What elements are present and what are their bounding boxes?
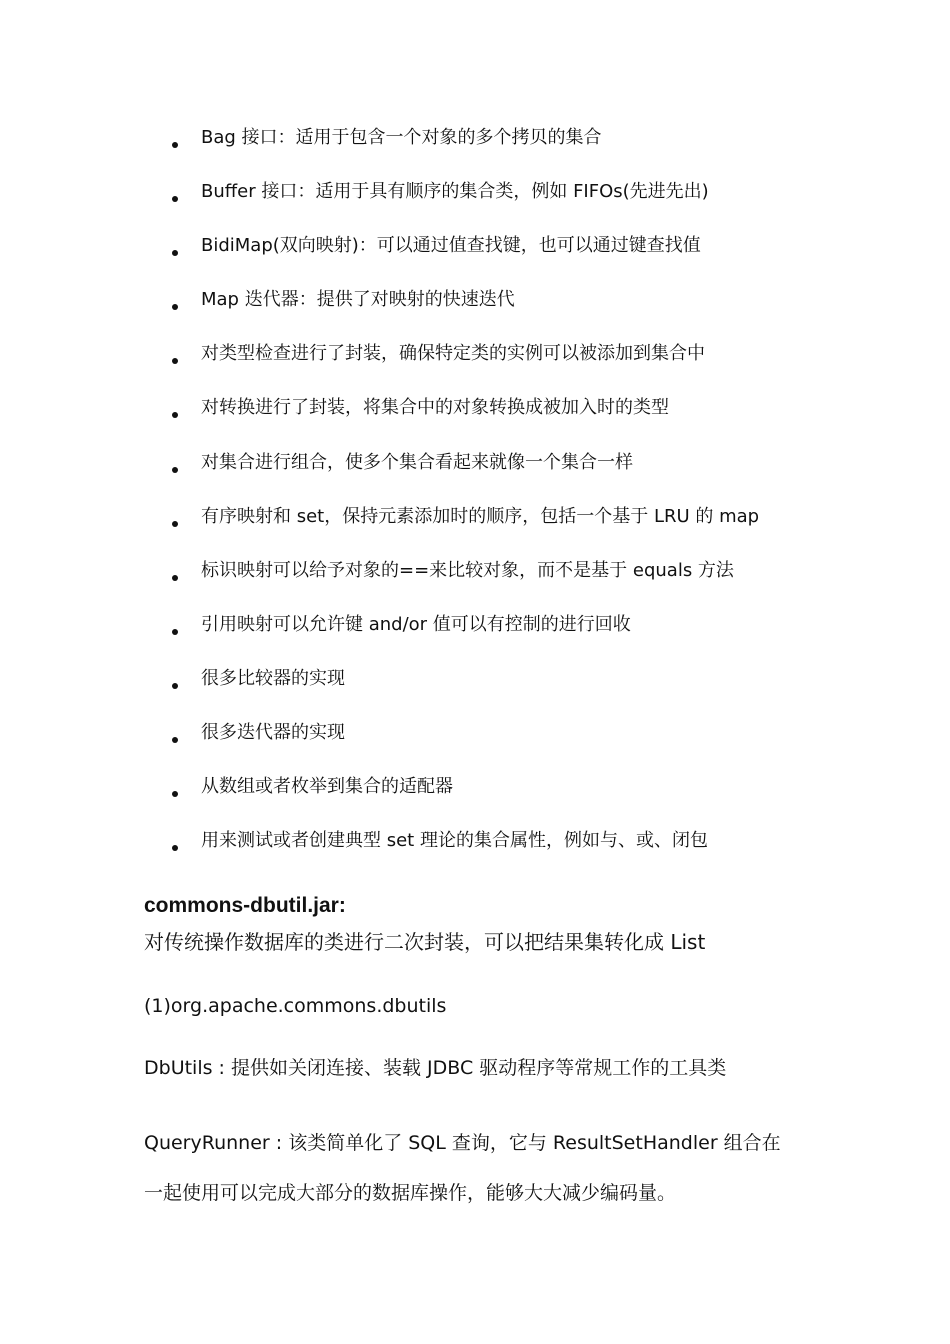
list-item-text: 标识映射可以给予对象的==来比较对象，而不是基于 equals 方法 [201, 559, 734, 581]
list-item-text: 用来测试或者创建典型 set 理论的集合属性，例如与、或、闭包 [201, 830, 708, 852]
list-item [170, 554, 890, 608]
list-item-text: 很多比较器的实现 [201, 667, 345, 689]
list-item-text: BidiMap(双向映射)：可以通过值查找键，也可以通过键查找值 [201, 235, 701, 257]
list-item [170, 824, 890, 878]
bullet-icon [172, 575, 178, 581]
list-item [170, 716, 890, 770]
list-item [170, 337, 890, 391]
list-item-text: Bag 接口：适用于包含一个对象的多个拷贝的集合 [201, 127, 602, 148]
bullet-icon [172, 521, 178, 527]
list-item [170, 608, 890, 662]
intro-paragraph: 对传统操作数据库的类进行二次封装，可以把结果集转化成 List [144, 930, 706, 954]
list-item [170, 770, 890, 824]
list-item [170, 662, 890, 716]
section-heading: commons-dbutil.jar: [144, 894, 346, 917]
bullet-icon [172, 791, 178, 797]
bullet-icon [172, 629, 178, 635]
list-item-text: 有序映射和 set，保持元素添加时的顺序，包括一个基于 LRU 的 map [201, 505, 760, 527]
bullet-icon [172, 142, 178, 148]
list-item [170, 500, 890, 554]
list-item [170, 121, 890, 175]
bullet-icon [172, 250, 178, 256]
bullet-icon [172, 304, 178, 310]
list-item-text: 对类型检查进行了封装，确保特定类的实例可以被添加到集合中 [201, 343, 705, 365]
list-item-text: Map 迭代器：提供了对映射的快速迭代 [201, 289, 515, 311]
queryrunner-description-line1: QueryRunner : 该类简单化了 SQL 查询，它与 ResultSetHandler 组合在 [144, 1132, 781, 1154]
list-item-text: 从数组或者枚举到集合的适配器 [201, 776, 453, 798]
bullet-icon [172, 683, 178, 689]
list-item [170, 175, 890, 229]
queryrunner-description-line2: 一起使用可以完成大部分的数据库操作，能够大大减少编码量。 [144, 1182, 677, 1204]
list-item [170, 283, 890, 337]
bullet-icon [172, 845, 178, 851]
list-item-text: 引用映射可以允许键 and/or 值可以有控制的进行回收 [201, 613, 631, 635]
list-item [170, 446, 890, 500]
list-item-text: 对集合进行组合，使多个集合看起来就像一个集合一样 [201, 451, 633, 473]
list-item [170, 391, 890, 445]
list-item-text: 很多迭代器的实现 [201, 722, 345, 744]
feature-list [170, 121, 890, 878]
bullet-icon [172, 196, 178, 202]
list-item-text: Buffer 接口：适用于具有顺序的集合类，例如 FIFOs(先进先出) [201, 181, 709, 203]
bullet-icon [172, 412, 178, 418]
bullet-icon [172, 737, 178, 743]
package-name: (1)org.apache.commons.dbutils [144, 995, 447, 1017]
bullet-icon [172, 358, 178, 364]
dbutils-description: DbUtils : 提供如关闭连接、装载 JDBC 驱动程序等常规工作的工具类 [144, 1057, 727, 1079]
bullet-icon [172, 467, 178, 473]
list-item [170, 229, 890, 283]
list-item-text: 对转换进行了封装，将集合中的对象转换成被加入时的类型 [201, 397, 669, 419]
